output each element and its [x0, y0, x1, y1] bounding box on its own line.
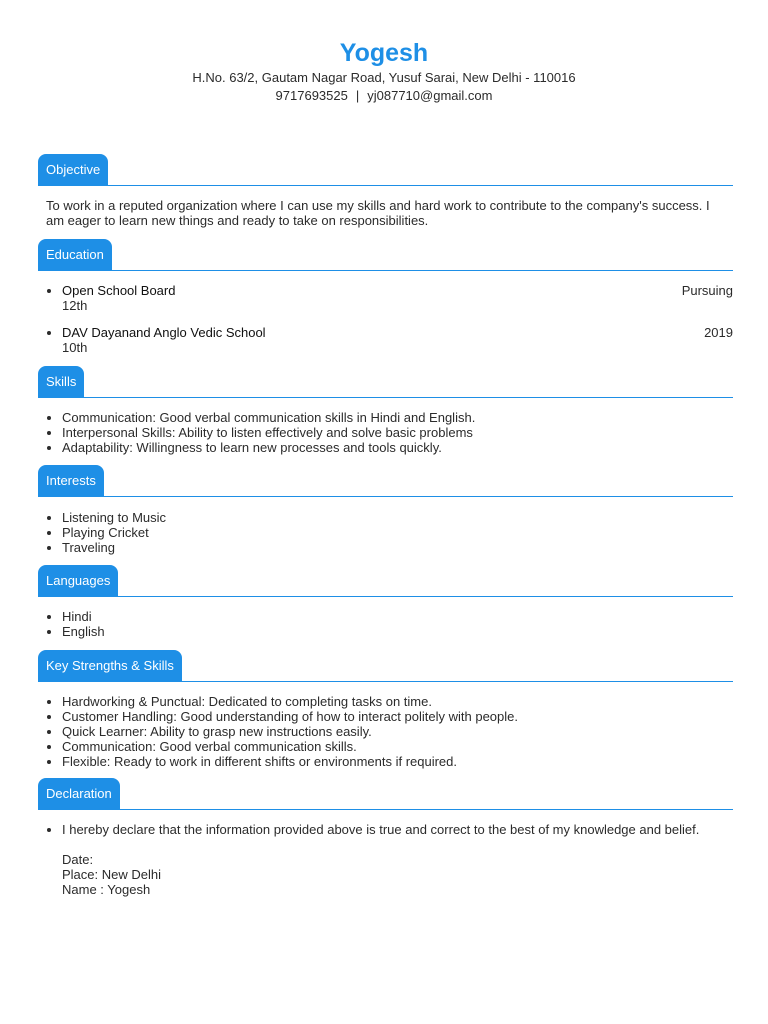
section-title: Languages [38, 565, 118, 596]
section-title: Objective [38, 154, 108, 185]
list-item: • Interpersonal Skills: Ability to listen effectively and solve basic problems [62, 425, 733, 440]
list-item: • Listening to Music [62, 510, 733, 525]
list-item: • Communication: Good verbal communication skills. [62, 739, 733, 754]
contact-line [0, 87, 768, 105]
list-item: • Adaptability: Willingness to learn new processes and tools quickly. [62, 440, 733, 455]
declaration-details [62, 852, 733, 897]
list-item: • English [62, 624, 733, 639]
interests-section [38, 465, 733, 555]
list-item: • Hardworking & Punctual: Dedicated to completing tasks on time. [62, 694, 733, 709]
section-header [38, 650, 733, 682]
section-header [38, 565, 733, 597]
email-address: yj087710@gmail.com [367, 88, 493, 103]
objective-section [38, 154, 733, 228]
list-item: • Quick Learner: Ability to grasp new instructions easily. [62, 724, 733, 739]
list-item: • Customer Handling: Good understanding of how to interact politely with people. [62, 709, 733, 724]
strengths-section [38, 650, 733, 769]
section-title: Education [38, 239, 112, 270]
skills-section [38, 366, 733, 455]
contact-separator: | [355, 88, 360, 103]
declaration-text: • I hereby declare that the information provided above is true and correct to the best of my knowledge and belief. [62, 822, 700, 837]
objective-text: To work in a reputed organization where I can use my skills and hard work to contribute to the company's success. I am eager to learn new things and ready to take on responsibilities. [46, 198, 710, 228]
languages-section [38, 565, 733, 639]
institution-name: • Open School Board [62, 283, 176, 298]
qualification: 12th [62, 298, 88, 313]
list-item: • Traveling [62, 540, 733, 555]
section-header [38, 366, 733, 398]
address: H.No. 63/2, Gautam Nagar Road, Yusuf Sarai, New Delhi - 110016 [192, 70, 576, 85]
section-title: Declaration [38, 778, 120, 809]
date-label: Date: [62, 852, 94, 867]
name-label: Name : Yogesh [62, 882, 151, 897]
education-year: 2019 [704, 325, 733, 340]
section-header [38, 239, 733, 271]
candidate-name: Yogesh [339, 39, 429, 67]
institution-name: • DAV Dayanand Anglo Vedic School [62, 325, 266, 340]
list-item: • Playing Cricket [62, 525, 733, 540]
section-title: Interests [38, 465, 104, 496]
section-header [38, 778, 733, 810]
education-section [38, 239, 733, 355]
section-header [38, 154, 733, 186]
declaration-item [62, 822, 733, 897]
qualification: 10th [62, 340, 88, 355]
list-item: • Communication: Good verbal communication skills in Hindi and English. [62, 410, 733, 425]
place-label: Place: New Delhi [62, 867, 161, 882]
list-item: • Hindi [62, 609, 733, 624]
list-item: • Flexible: Ready to work in different shifts or environments if required. [62, 754, 733, 769]
education-item [62, 325, 733, 355]
resume-header [0, 38, 768, 105]
section-title: Key Strengths & Skills [38, 650, 182, 681]
phone-number: 9717693525 [275, 88, 348, 103]
education-item [62, 283, 733, 313]
declaration-section [38, 778, 733, 897]
section-header [38, 465, 733, 497]
section-title: Skills [38, 366, 84, 397]
education-year: Pursuing [681, 283, 733, 298]
